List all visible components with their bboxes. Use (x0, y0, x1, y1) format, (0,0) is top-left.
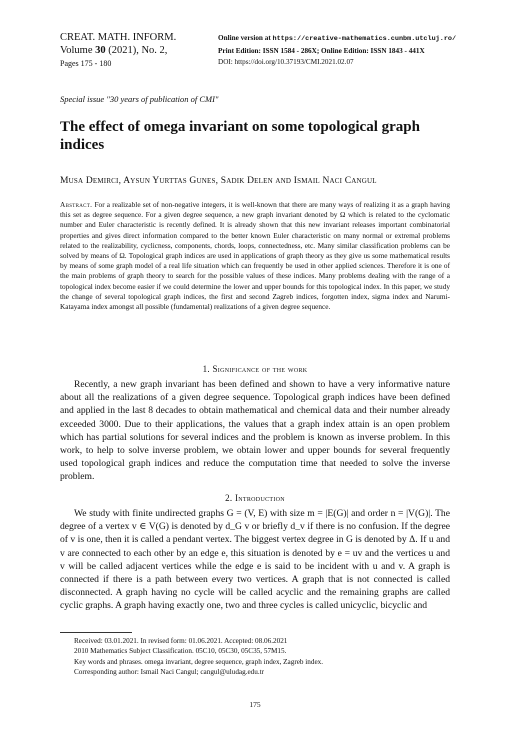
corresponding-author: Corresponding author: Ismail Naci Cangul; cangul@uludag.edu.tr (74, 668, 265, 677)
doi-link[interactable]: DOI: https://doi.org/10.37193/CMI.2021.02.07 (218, 58, 354, 66)
abstract-label: Abstract. (60, 200, 93, 209)
page-range: Pages 175 - 180 (60, 59, 112, 68)
volume-info: Volume 30 (2021), No. 2, (60, 45, 168, 56)
special-issue-note: Special issue "30 years of publication of CMI" (60, 94, 219, 104)
publication-info (218, 33, 488, 69)
msc-classification: 2010 Mathematics Subject Classification. 05C10, 05C30, 05C35, 57M15. (74, 647, 287, 656)
paper-title: The effect of omega invariant on some topological graph indices (60, 119, 420, 153)
footnotes (60, 636, 460, 678)
section-heading-significance: 1. Significance of the work (202, 364, 308, 374)
abstract-text: For a realizable set of non-negative integers, it is well-known that there are many ways of realizing it as a graph having this set as degree sequence. For a given degree sequence, a new graph invariant denoted by Ω which is related to the cyclomatic number and Euler characteristic is recently defined. It is already shown that this new invariant releases important combinatorial properties and gives direct information compared to the better known Euler characteristic on many normal or extremal problems related to the realizability, cyclicness, components, chords, loops, connectedness, etc. Many similar classification problems can be solved by means of Ω. Topological graph indices are used in applications of graph theory as they give us some mathematical results by means of some graph model of a real life situation which can frequently be used in other applied sciences. Therefore it is one of the main problems of graph theory to search for the possible values of these indices. Many problems dealing with the range of a topological index become easier if we could determine the lower and upper bounds for this topological index. In this paper, we study the change of several topological graph indices, the first and second Zagreb indices, forgotten index, sigma index and Narumi-Katayama index amongst all possible (fundamental) realizations of a given degree sequence. (60, 200, 450, 312)
received-dates: Received: 03.01.2021. In revised form: 01.06.2021. Accepted: 08.06.2021 (74, 637, 288, 645)
abstract (60, 200, 450, 312)
page-number: 175 (249, 700, 261, 709)
section-heading-introduction: 2. Introduction (225, 493, 285, 503)
online-url-link[interactable]: https://creative-mathematics.cunbm.utcluj.ro/ (272, 35, 457, 43)
author-list: Musa Demirci, Aysun Yurttas Gunes, Sadik Delen and Ismail Naci Cangul (60, 176, 377, 186)
journal-header (60, 31, 230, 69)
online-version: Online version at https://creative-mathematics.cunbm.utcluj.ro/ (218, 34, 457, 43)
journal-name: CREAT. MATH. INFORM. (60, 32, 177, 43)
section-introduction-text: We study with finite undirected graphs G = (V, E) with size m = |E(G)| and order n = |V(G)|. The degree of a vertex v ∈ V(G) is denoted by d_G v or briefly d_v if there is no confusion. If the degree of v is one, then it is called a pendant vertex. The biggest vertex degree in G is denoted by Δ. If u and v are connected to each other by an edge e, this situation is denoted by e = uv and the vertices u and v will be called adjacent vertices while the edge e is said to be incident with u and v. A graph is connected if there is a path between every two vertices. A graph that is not connected is called disconnected. A graph having no cycle will be called acyclic and the remaining graphs are called cyclic graphs. A graph having exactly one, two and three cycles is called unicyclic, bicyclic and (60, 508, 450, 612)
issn-line: Print Edition: ISSN 1584 - 286X; Online Edition: ISSN 1843 - 441X (218, 46, 425, 55)
keywords: Key words and phrases. omega invariant, degree sequence, graph index, Zagreb index. (74, 657, 324, 666)
footnote-divider (60, 632, 132, 633)
section-significance-text: Recently, a new graph invariant has been defined and shown to have a very informative nature about all the realizations of a given degree sequence. Topological graph indices have been defined and applied in the last 8 decades to obtain mathematical and chemical data and their number already exceeded 3000. Due to their applications, the values that a graph index attain is an open problem which has partial solutions for several indices and the problem is known as inverse problem. In this work, to help to solve inverse problem, we obtain lower and upper bounds for several frequently used topological graph indices and reduce the computation time that needed to solve the inverse problem. (60, 379, 450, 483)
